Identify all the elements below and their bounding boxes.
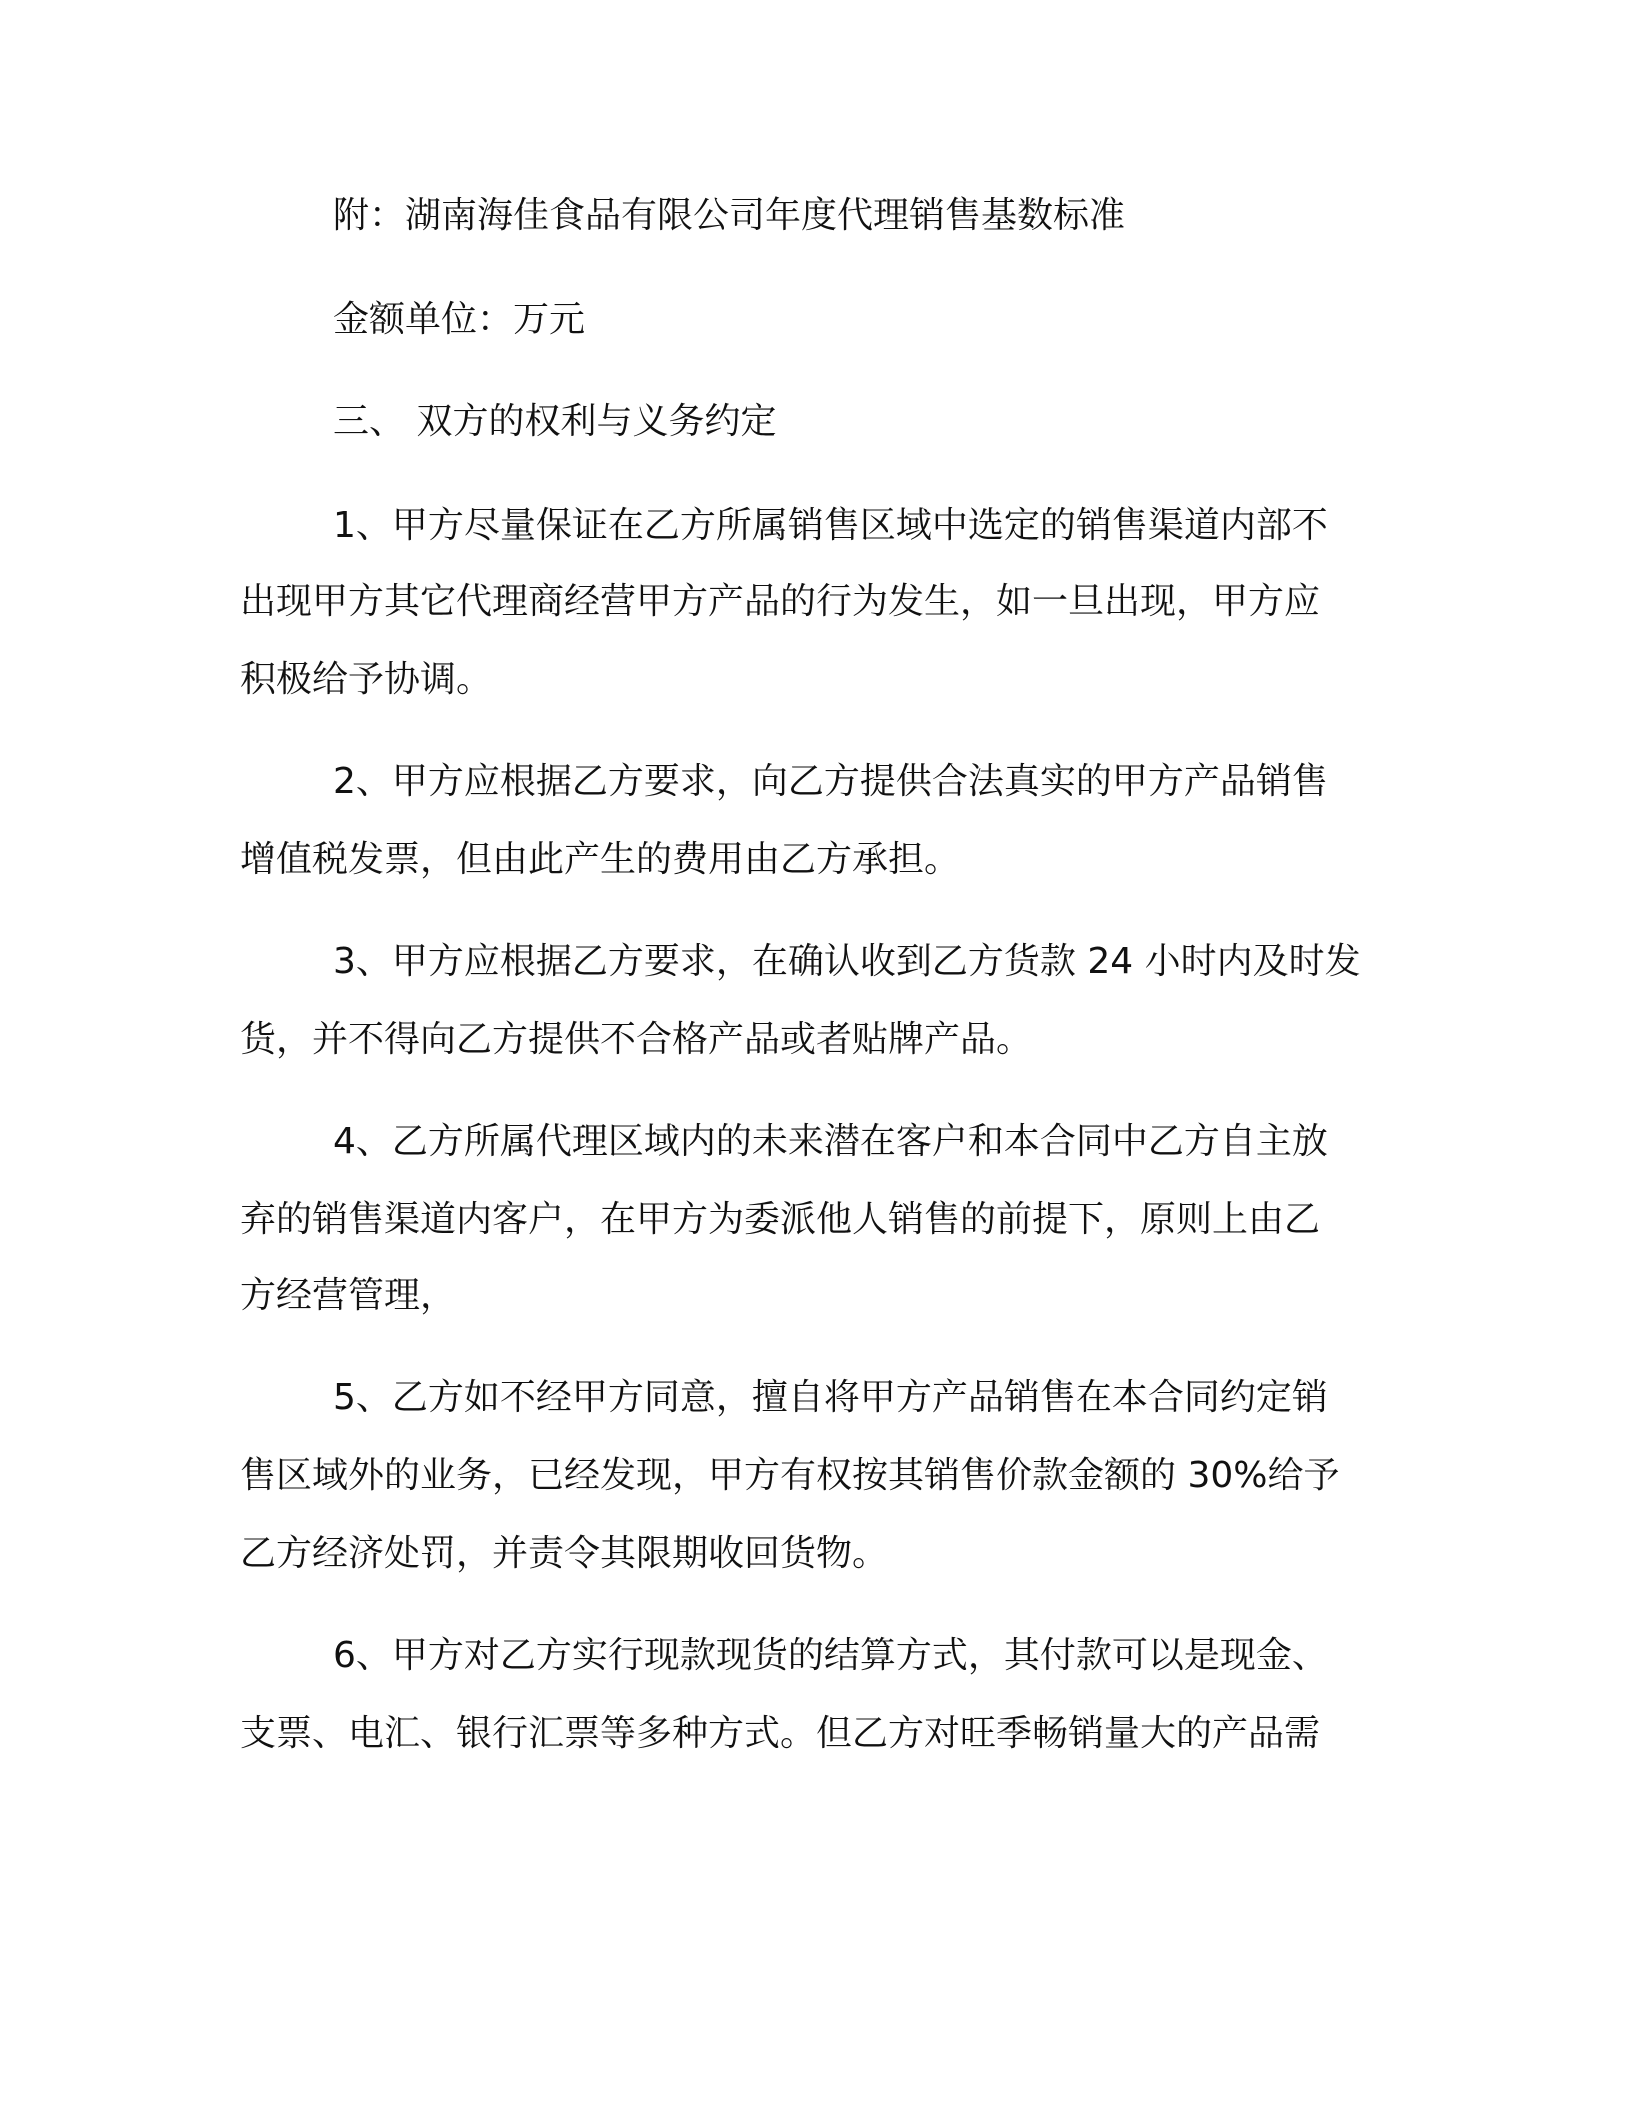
paragraph-line: 积极给予协调。 xyxy=(240,659,493,700)
paragraph-line: 3、甲方应根据乙方要求，在确认收到乙方货款 24 小时内及时发 xyxy=(333,941,1361,982)
paragraph-line: 弃的销售渠道内客户，在甲方为委派他人销售的前提下，原则上由乙 xyxy=(240,1199,1321,1240)
amount-unit: 金额单位：万元 xyxy=(333,299,586,340)
paragraph-line: 5、乙方如不经甲方同意，擅自将甲方产品销售在本合同约定销 xyxy=(333,1377,1328,1418)
paragraph-line: 方经营管理， xyxy=(240,1275,457,1316)
paragraph-line: 2、甲方应根据乙方要求，向乙方提供合法真实的甲方产品销售 xyxy=(333,761,1328,802)
paragraph-line: 货，并不得向乙方提供不合格产品或者贴牌产品。 xyxy=(240,1019,1033,1060)
paragraph-line: 支票、电汇、银行汇票等多种方式。但乙方对旺季畅销量大的产品需 xyxy=(240,1713,1321,1754)
paragraph-line: 6、甲方对乙方实行现款现货的结算方式，其付款可以是现金、 xyxy=(333,1635,1328,1676)
paragraph-line: 4、乙方所属代理区域内的未来潜在客户和本合同中乙方自主放 xyxy=(333,1121,1328,1162)
paragraph-line: 乙方经济处罚，并责令其限期收回货物。 xyxy=(240,1533,889,1574)
paragraph-line: 1、甲方尽量保证在乙方所属销售区域中选定的销售渠道内部不 xyxy=(333,505,1328,546)
paragraph-line: 出现甲方其它代理商经营甲方产品的行为发生，如一旦出现，甲方应 xyxy=(240,581,1321,622)
paragraph-line: 增值税发票，但由此产生的费用由乙方承担。 xyxy=(240,839,961,880)
paragraph-line: 售区域外的业务，已经发现，甲方有权按其销售价款金额的 30%给予 xyxy=(240,1455,1340,1496)
attachment-title: 附：湖南海佳食品有限公司年度代理销售基数标准 xyxy=(333,195,1126,236)
section-heading: 三、 双方的权利与义务约定 xyxy=(333,401,777,442)
